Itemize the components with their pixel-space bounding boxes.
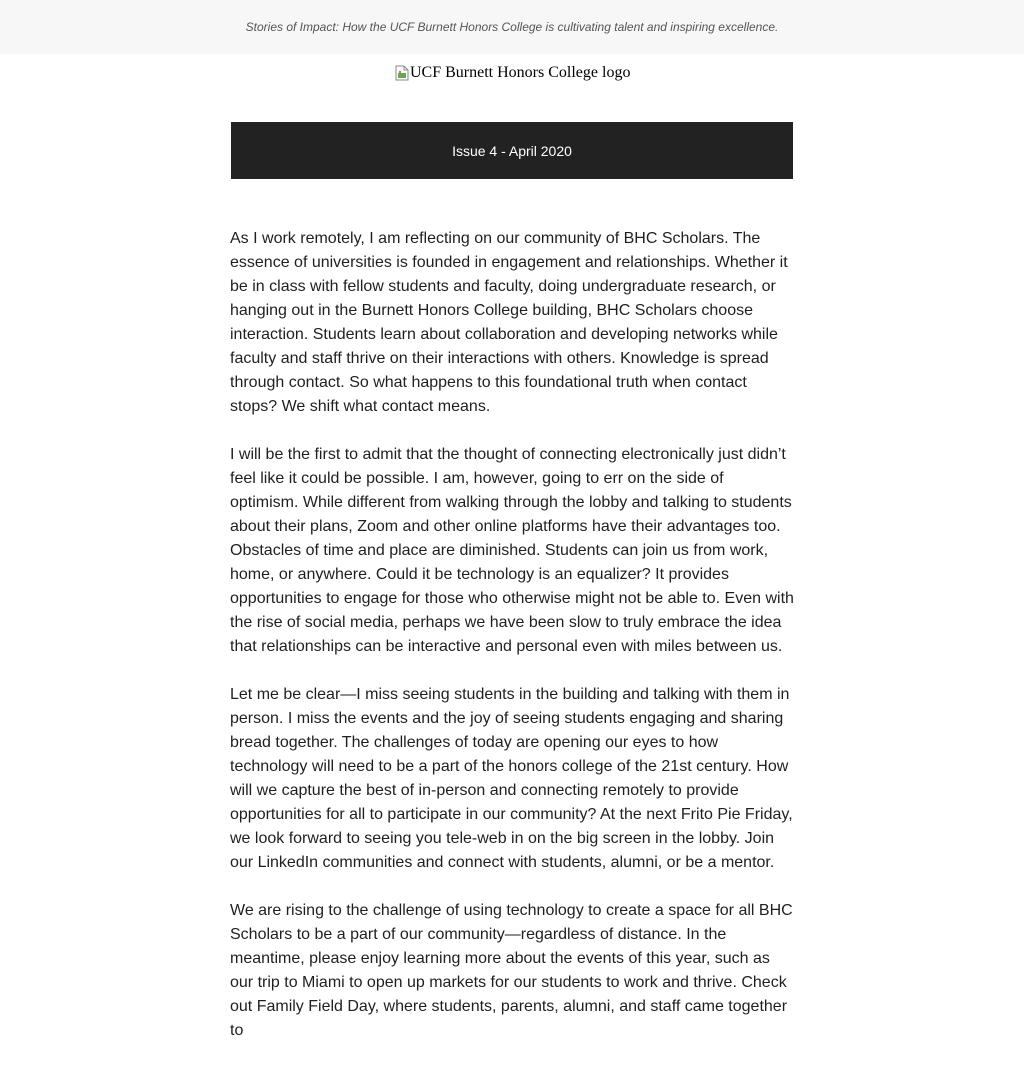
preheader-bar bbox=[0, 0, 1024, 54]
logo-alt-text: UCF Burnett Honors College logo bbox=[410, 64, 631, 81]
logo[interactable] bbox=[395, 63, 630, 83]
letter-body bbox=[230, 227, 796, 1067]
paragraph: As I work remotely, I am reflecting on our community of BHC Scholars. The essence of universities is founded in engagement and relationships. Whether it be in class with fellow students and faculty, doing undergraduate research, or hanging out in the Burnett Honors College building, BHC Scholars choose interaction. Students learn about collaboration and developing networks while faculty and staff thrive on their interactions with others. Knowledge is spread through contact. So what happens to this foundational truth when contact stops? We shift what contact means. bbox=[230, 230, 788, 415]
broken-image-icon bbox=[395, 65, 409, 81]
issue-banner bbox=[231, 122, 793, 179]
issue-label: Issue 4 - April 2020 bbox=[452, 142, 572, 159]
paragraph: Let me be clear—I miss seeing students in the building and talking with them in person. I miss the events and the joy of seeing students engaging and sharing bread together. The challenges of today are opening our eyes to how technology will need to be a part of the honors college of the 21st century. How will we capture the best of in-person and connecting remotely to provide opportunities for all to participate in our community? At the next Frito Pie Friday, we look forward to seeing you tele-web in on the big screen in the lobby. Join our LinkedIn communities and connect with students, alumni, or be a mentor. bbox=[230, 686, 793, 871]
preheader-text: Stories of Impact: How the UCF Burnett Honors College is cultivating talent and inspiring excellence. bbox=[245, 20, 779, 34]
paragraph: We are rising to the challenge of using technology to create a space for all BHC Scholars to be a part of our community—regardless of distance. In the meantime, please enjoy learning more about the events of this year, such as our trip to Miami to open up markets for our students to work and thrive. Check out Family Field Day, where students, parents, alumni, and staff came together to bbox=[230, 902, 793, 1039]
paragraph: I will be the first to admit that the thought of connecting electronically just didn’t feel like it could be possible. I am, however, going to err on the side of optimism. While different from walking through the lobby and talking to students about their plans, Zoom and other online platforms have their advantages too. Obstacles of time and place are diminished. Students can join us from work, home, or anywhere. Could it be technology is an equalizer? It provides opportunities to engage for those who otherwise might not be able to. Even with the rise of social media, perhaps we have been slow to truly embrace the idea that relationships can be interactive and personal even with miles between us. bbox=[230, 446, 794, 655]
